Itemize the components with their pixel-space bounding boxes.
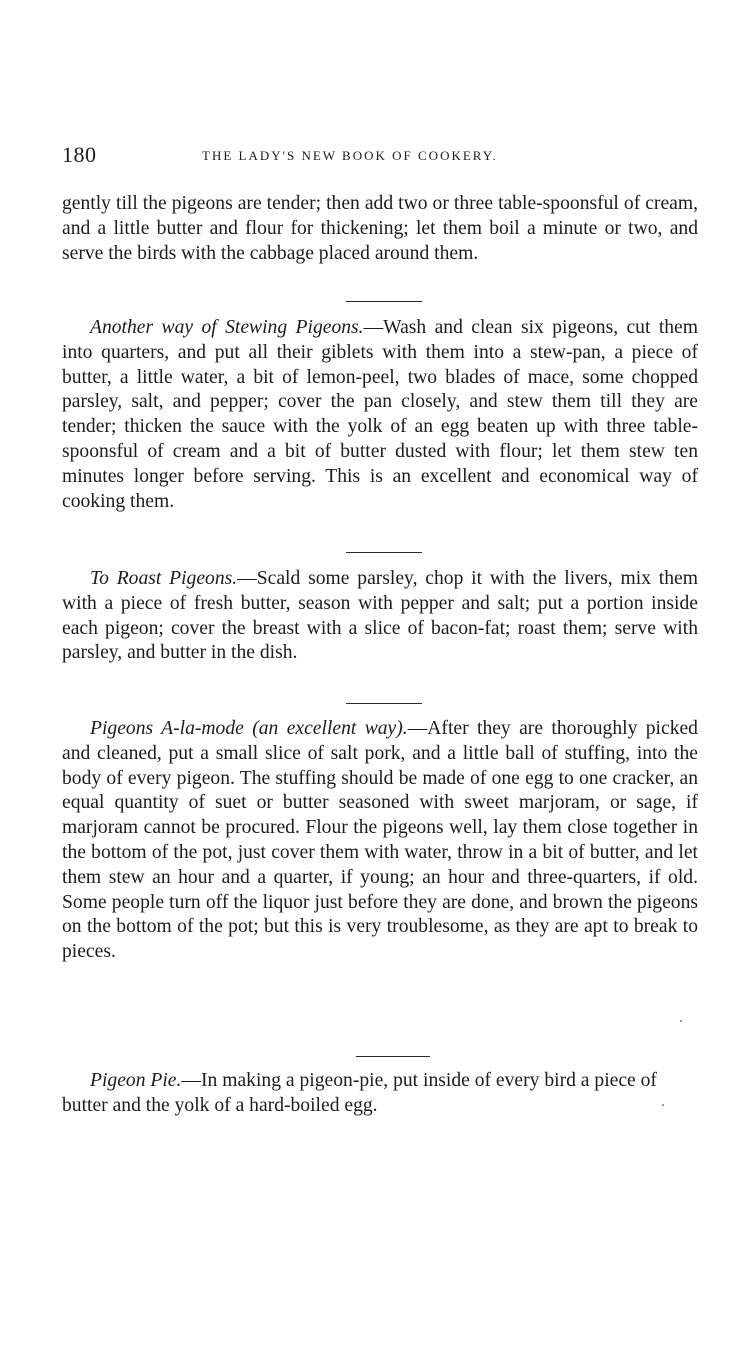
recipe-text: —In making a pigeon-pie, put inside of every bird a piece of butter and the yolk of a hard-boiled egg.: [62, 1070, 657, 1116]
recipe-title: Pigeon Pie.: [90, 1070, 182, 1091]
print-speck: [680, 1020, 682, 1022]
print-speck: [662, 1104, 664, 1106]
recipe-stewing-pigeons: [62, 316, 698, 514]
recipe-roast-pigeons: [62, 567, 698, 666]
section-divider: [356, 1056, 430, 1057]
page-header: [62, 142, 698, 172]
section-divider: [346, 552, 422, 553]
book-page: [62, 0, 698, 1352]
section-divider: [346, 703, 422, 704]
page-number: 180: [62, 142, 97, 167]
recipe-text: —Wash and clean six pigeons, cut them into quarters, and put all their giblets with them into a stew-pan, a piece of butter, a little water, a bit of lemon-peel, two blades of mace, some chopped parsley, salt, and pepper; cover the pan closely, and stew them till they are tender; thicken the sauce with the yolk of an egg beaten up with three table-spoonsful of cream and a bit of butter dusted with flour; let them stew ten minutes longer before serving. This is an excellent and economical way of cooking them.: [62, 317, 698, 512]
recipe-pigeons-a-la-mode: [62, 717, 698, 965]
recipe-title: To Roast Pigeons.: [90, 568, 238, 589]
recipe-text: —Scald some parsley, chop it with the livers, mix them with a piece of fresh butter, season with pepper and salt; put a portion inside each pigeon; cover the breast with a slice of bacon-fat; roast them; serve with parsley, and butter in the dish.: [62, 568, 698, 664]
section-divider: [346, 301, 422, 302]
paragraph-continuation: [62, 192, 698, 266]
recipe-subtitle: (an excellent way).: [252, 718, 408, 739]
recipe-title: Pigeons A-la-mode: [90, 718, 244, 739]
recipe-pigeon-pie: [62, 1069, 698, 1119]
recipe-text: —After they are thoroughly picked and cleaned, put a small slice of salt pork, and a little ball of stuffing, into the body of every pigeon. The stuffing should be made of one egg to one cracker, an equal quantity of suet or butter seasoned with sweet marjoram, or sage, if marjoram cannot be procured. Flour the pigeons well, lay them close together in the bottom of the pot, just cover them with water, throw in a bit of butter, and let them stew an hour and a quarter, if young; an hour and three-quarters, if old. Some people turn off the liquor just before they are done, and brown the pigeons on the bottom of the pot; but this is very troublesome, as they are apt to break to pieces.: [62, 718, 698, 963]
recipe-title: Another way of Stewing Pigeons.: [90, 317, 364, 338]
paragraph-text: gently till the pigeons are tender; then add two or three table-spoonsful of cream, and a little butter and flour for thickening; let them boil a minute or two, and serve the birds with the cabbage placed around them.: [62, 193, 698, 264]
running-head: THE LADY'S NEW BOOK OF COOKERY.: [202, 148, 498, 163]
